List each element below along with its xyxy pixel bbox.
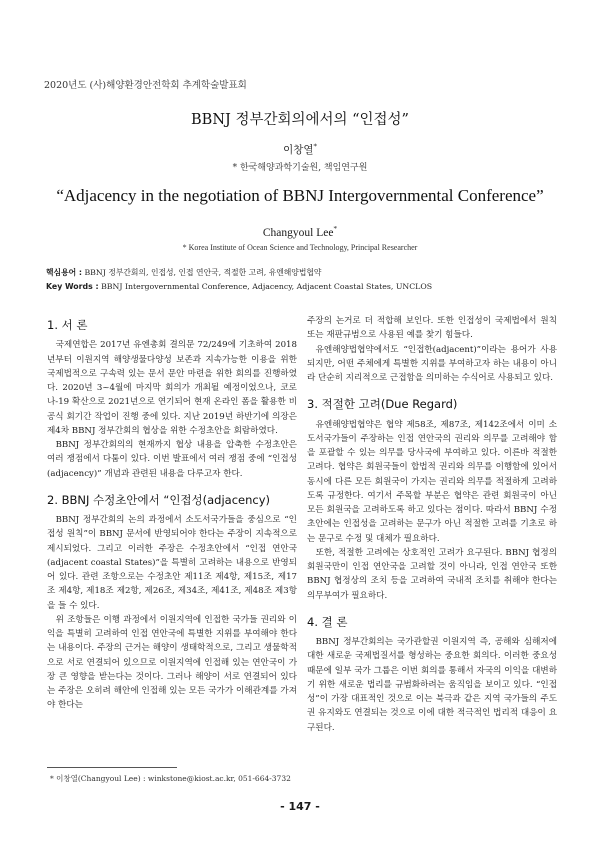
keywords-block	[46, 266, 566, 294]
affiliation-english: * Korea Institute of Ocean Science and Technology, Principal Researcher	[182, 243, 418, 252]
page-number: - 147 -	[280, 800, 320, 813]
section-1-heading: 1. 서 론	[47, 318, 88, 332]
section-2-heading: 2. BBNJ 수정초안에서 “인접성(adjacency)	[47, 492, 271, 507]
section-2-paragraph-1: BBNJ 정부간회의 논의 과정에서 소도서국가들을 중심으로 “인접성 원칙”이 BBNJ 문서에 반영되어야 한다는 주장이 지속적으로 제시되었다. 그리고 이러한 주장은 수정초안에서 “인접 연안국(adjacent coastal States)”을 특별히 고려하는 내용으로 반영되어 있다. 관련 조항으로는 수정초안 제11조 제4항, 제15조, 제17조 제4항, 제18조 제2항, 제26조, 제34조, 제41조, 제48조 제3항을 들 수 있다.	[47, 515, 297, 611]
proceedings-header: 2020년도 (사)해양환경안전학회 추계학술발표회	[44, 80, 247, 91]
keywords-english-text: BBNJ Intergovernmental Conference, Adjacency, Adjacent Coastal States, UNCLOS	[101, 282, 433, 291]
left-column	[47, 318, 297, 713]
title-korean: BBNJ 정부간회의에서의 “인접성”	[191, 112, 409, 128]
keywords-korean-label: 핵심용어 :	[46, 268, 82, 277]
keywords-english	[46, 280, 566, 294]
affiliation-korean: * 한국해양과학기술원, 책임연구원	[232, 163, 368, 173]
author-english-name: Changyoul Lee	[262, 227, 334, 239]
right-column	[307, 314, 557, 735]
keywords-english-label: Key Words :	[46, 282, 99, 291]
author-english	[0, 224, 600, 239]
author-korean-mark: *	[313, 142, 317, 151]
author-english-mark: *	[333, 224, 338, 234]
footnote-divider	[47, 767, 177, 768]
section-3-paragraph-1: 유엔해양법협약은 협약 제58조, 제87조, 제142조에서 이미 소도서국가들이 주장하는 인접 연안국의 권리와 의무를 고려해야 함을 포괄할 수 있는 의무를 당사국에 부여하고 있다. 이른바 적절한 고려다. 협약은 회원국들이 합법적 권리와 의무를 이행함에 있어서 동시에 다른 모든 회원국이 가지는 권리와 의무를 적절하게 고려하도록 규정한다. 여기서 주목할 부분은 협약은 관련 회원국이 아닌 모든 회원국을 고려하도록 하고 있다는 점이다. 따라서 BBNJ 수정초안에는 인접성을 고려하는 문구가 아닌 적절한 고려를 기초로 하는 문구로 수정 및 대체가 필요하다.	[307, 419, 557, 544]
section-2-continuation: 주장의 논거로 더 적합해 보인다. 또한 인접성이 국제법에서 원칙 또는 재판규범으로 사용된 예를 찾기 힘들다.	[307, 316, 557, 341]
section-2-paragraph-2: 위 조항들은 이행 과정에서 이원지역에 인접한 국가들 권리와 이익을 특별히 고려하여 인접 연안국에 특별한 지위를 부여해야 한다는 내용이다. 주장의 근거는 해양이 생태학적으로, 그리고 생물학적으로 서로 연결되어 있으므로 이원지역에 인접해 있는 연안국이 가장 큰 영향을 받는다는 것이다. 그러나 해양이 서로 연결되어 있다는 주장은 오히려 해안에 인접해 있는 모든 국가가 이해관계를 가져야 한다는	[47, 614, 297, 711]
author-korean-name: 이창열	[283, 144, 314, 156]
section-1-paragraph-2: BBNJ 정부간회의의 현재까지 협상 내용을 압축한 수정초안은 여러 쟁점에서 다툼이 있다. 이번 발표에서 여러 쟁점 중에 “인접성(adjacency)” 개념과 관련된 내용을 다루고자 한다.	[47, 440, 297, 479]
section-3-heading: 3. 적절한 고려(Due Regard)	[307, 397, 458, 412]
title-english: “Adjacency in the negotiation of BBNJ Intergovernmental Conference”	[56, 186, 544, 205]
footnote: * 이창열(Changyoul Lee) : winkstone@kiost.ac.kr, 051-664-3732	[50, 774, 291, 783]
section-1-paragraph-1: 국제연합은 2017년 유엔총회 결의문 72/249에 기초하여 2018년부터 이원지역 해양생물다양성 보존과 지속가능한 이용을 위한 국제법적으로 구속력 있는 문서 문안 마련을 위한 회의를 진행하였다. 2020년 3~4월에 마지막 회의가 개최될 예정이었으나, 코로나-19 확산으로 2021년으로 연기되어 현재 온라인 폼을 활용한 비공식 회기간 작업이 진행 중에 있다. 지난 2019년 하반기에 의장은 제4차 BBNJ 정부간회의 협상을 위한 수정초안을 회람하였다.	[47, 340, 297, 436]
section-4-heading: 4. 결 론	[307, 614, 348, 629]
keywords-korean	[46, 266, 566, 280]
section-2-paragraph-3: 유엔해양법협약에서도 “인접한(adjacent)”이라는 용어가 사용되지만, 어떤 주체에게 특별한 지위를 부여하고자 하는 내용이 아니라 단순히 지리적으로 근접함을 의미하는 수식어로 사용되고 있다.	[307, 344, 557, 383]
author-korean	[0, 142, 600, 157]
keywords-korean-text: BBNJ 정부간회의, 인접성, 인접 연안국, 적절한 고려, 유엔해양법협약	[84, 268, 322, 277]
section-4-paragraph-1: BBNJ 정부간회의는 국가관할권 이원지역 즉, 공해와 심해저에 대한 새로운 국제법질서를 형성하는 중요한 회의다. 이러한 중요성 때문에 일부 국가 그룹은 이번 회의를 통해서 자국의 이익을 대변하기 위한 새로운 법리를 규범화하려는 움직임을 보이고 있다. “인접성”이 가장 대표적인 것으로 이는 북극과 같은 지역 국가들의 주도권 유지와도 연결되는 것으로 이에 대한 적극적인 법리적 대응이 요구된다.	[307, 637, 557, 733]
section-3-paragraph-2: 또한, 적절한 고려에는 상호적인 고려가 요구된다. BBNJ 협정의 회원국만이 인접 연안국을 고려할 것이 아니라, 인접 연안국 또한 BBNJ 협정상의 조치 등을 고려하여 국내적 조치를 취해야 한다는 의무부여가 필요하다.	[307, 547, 557, 601]
